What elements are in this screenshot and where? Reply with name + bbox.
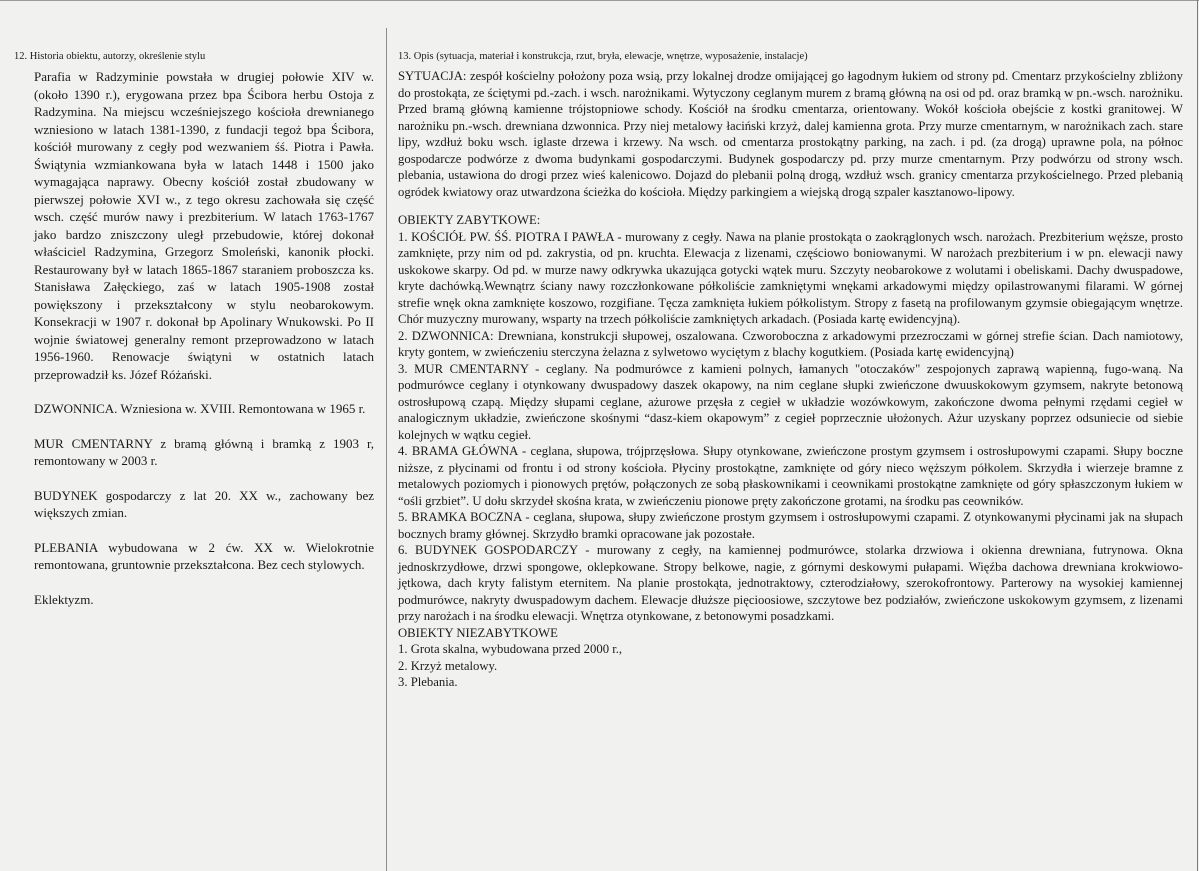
- heritage-item-cemetery-wall: 3. MUR CMENTARNY - ceglany. Na podmurówce z kamieni polnych, łamanych "otoczaków" zespojonych zaprawą wapienną, fugo-waną. Na podmurówce ceglany i otynkowany dwuspadowy daszek okapowy, na nim ceglane słupki zwieńczone dwuuskokowym gzymsem, nakryte betonową ostrosłupową czapą. Między słupami ceglane, ażurowe przęsła z cegieł w układzie wozówkowym, zakończone dwoma pełnymi rzędami cegieł w analogicznym układzie, zwieńczone skośnymi “dasz-kiem okapowym” z cegieł poprzecznie ułożonych. Ażur uzyskany poprzez odsuniecie od siebie kolejnych w wątku cegieł.: [398, 361, 1183, 442]
- heritage-item-farm-building: 6. BUDYNEK GOSPODARCZY - murowany z cegły, na kamiennej podmurówce, stolarka drzwiowa i okienna drewniana, futrynowa. Okna jednoskrzydłowe, drzwi spongowe, oklepkowane. Stropy belkowe, nagie, z górnymi deskowymi pułapami. Więźba dachowa drewniana krokwiowo-jętkowa, dach kryty falistym eternitem. Na planie prostokąta, jednotraktowy, czterodziałowy, szerokofrontowy. Parterowy na wysokiej kamiennej podmurówce, nakryty dwuspadowym dachem. Elewacje dłuższe pięcioosiowe, szczytowe bez podziałów, zwieńczone uskokowym gzymsem, z lizenami przy narożach i na środku elewacji. Wnętrza otynkowane, z betonowymi posadzkami.: [398, 543, 1183, 623]
- non-heritage-heading: OBIEKTY NIEZABYTKOWE: [398, 625, 558, 640]
- heritage-item-side-gate: 5. BRAMKA BOCZNA - ceglana, słupowa, słupy zwieńczone prostym gzymsem i ostrosłupowymi czapami. Z otynkowanymi płycinami jak na słupach bocznych bramy głównej. Skrzydło bramki opracowane jak pozostałe.: [398, 510, 1183, 541]
- history-paragraph-belfry: DZWONNICA. Wzniesiona w. XVIII. Remontowana w 1965 r.: [34, 401, 366, 416]
- frame-top-border: [0, 0, 1199, 1]
- history-paragraph-parish: Parafia w Radzyminie powstała w drugiej połowie XIV w. (około 1390 r.), erygowana przez bpa Ścibora herbu Ostoja z Radzymina. Na miejscu wcześniejszego kościoła drewnianego wzniesiono w latach 1381-1390, z fundacji tegoż bpa Ścibora, kościół murowany z cegły pod wezwaniem śś. Piotra i Pawła. Świątynia wzmiankowana była w latach 1448 i 1500 jako wymagająca naprawy. Obecny kościół został zbudowany w pierwszej połowie XVI w., z tego okresu zachowała się część wsch. część murów nawy i prezbiterium. W latach 1763-1767 jako bardzo zniszczony uległ przebudowie, której dokonał właściciel Radzymina, Grzegorz Smoleński, kanonik płocki. Restaurowany był w latach 1865-1867 staraniem proboszcza ks. Stanisława Załęckiego, zaś w latach 1905-1908 został powiększony i przekształcony w stylu neobarokowym. Konsekracji w 1907 r. dokonał bp Apolinary Wnukowski. Po II wojnie światowej generalny remont przeprowadzono w latach 1956-1960. Renowacje świątyni w ostatnich latach przeprowadził ks. Józef Różański.: [34, 69, 374, 382]
- section-gap: [398, 200, 1183, 212]
- history-paragraph-wall: MUR CMENTARNY z bramą główną i bramką z 1903 r, remontowany w 2003 r.: [34, 435, 374, 468]
- situation-paragraph: SYTUACJA: zespół kościelny położony poza wsią, przy lokalnej drodze omijającej go łagodnym łukiem od strony pd. Cmentarz przykościelny zbliżony do prostokąta, ze ściętymi pd.-zach. i wsch. narożnikami. Wytyczony ceglanym murem z bramą główną na osi od pd. oraz bramką w pn.-wsch. narożniku. Przed bramą główną kamienne trójstopniowe schody. Kościół na środku cmentarza, orientowany. Wokół kościoła obejście z kostki granitowej. W narożniku pn.-wsch. drewniana dzwonnica. Przy niej metalowy łaciński krzyż, dalej kamienna grota. Przy murze cmentarnym, w narożnikach zach. stare lipy, wzdłuż boku wsch. iglaste drzewa i krzewy. Na wsch. od cmentarza prostokątny parking, na zach. i pd. (za drogą) uprawne pola, na północ gospodarcze podwórze z dwoma budynkami gospodarczymi. Budynek gospodarczy pd. przy murze cmentarnym. Przy podwórzu od strony wsch. plebania, ustawiona do drogi przez wieś kalenicowo. Dojazd do plebanii polną drogą, wzdłuż wsch. granicy cmentarza przykościelnego. Przed plebanią ogródek kwiatowy oraz utwardzona ścieżka do kościoła. Między parkingiem a wiejską drogą szpaler kasztanowo-lipowy.: [398, 69, 1183, 199]
- non-heritage-item: 3. Plebania.: [398, 675, 458, 689]
- heritage-item-belfry: 2. DZWONNICA: Drewniana, konstrukcji słupowej, oszalowana. Czworoboczna z arkadowymi przezroczami w górnej strefie ścian. Dach namiotowy, kryty gontem, w zwieńczeniu sterczyna żelazna z sylwetowo wyciętym z blachy kogutkiem. (Posiada kartę ewidencyjną): [398, 328, 1183, 359]
- heritage-item-church: 1. KOŚCIÓŁ PW. ŚŚ. PIOTRA I PAWŁA - murowany z cegły. Nawa na planie prostokąta o zaokrąglonych wsch. narożach. Prezbiterium węższe, prosto zamknięte, przy nim od pd. zakrystia, od pn. kruchta. Elewacja z lizenami, częściowo boniowanymi. W narożach prezbiterium i w pn. elewacji nawy uskokowe skarpy. Od pd. w murze nawy odkrywka ukazująca gotycki wątek muru. Szczyty neobarokowe z wolutami i obeliskami. Dachy dwuspadowe, kryte dachówką.Wewnątrz ściany nawy rozczłonkowane półkoliście zamkniętymi wnękami arkadowymi między opilastrowanymi filarami. W górnej strefie wnęk okna zamknięte koszowo, rozgifiane. Tęcza zamknięta łukiem półkolistym. Stropy z fasetą na profilowanym gzymsie obiegającym wnętrze. Chór muzyczny murowany, wsparty na trzech półkoliście zamkniętych arkadach. (Posiada kartę ewidencyjną).: [398, 229, 1183, 326]
- heritage-objects-heading: OBIEKTY ZABYTKOWE:: [398, 213, 541, 227]
- non-heritage-item: 2. Krzyż metalowy.: [398, 658, 498, 673]
- non-heritage-item: 1. Grota skalna, wybudowana przed 2000 r.,: [398, 642, 623, 656]
- frame-right-border: [1197, 0, 1198, 871]
- description-heading: 13. Opis (sytuacja, materiał i konstrukcja, rzut, bryła, elewacje, wnętrze, wyposażenie, instalacje): [398, 51, 808, 62]
- history-paragraph-farm-building: BUDYNEK gospodarczy z lat 20. XX w., zachowany bez większych zmian.: [34, 487, 374, 520]
- history-column: [14, 50, 374, 625]
- history-heading: 12. Historia obiektu, autorzy, określenie stylu: [14, 51, 206, 62]
- heritage-item-main-gate: 4. BRAMA GŁÓWNA - ceglana, słupowa, trójprzęsłowa. Słupy otynkowane, zwieńczone prostym gzymsem i ostrosłupowymi czapami. Słupy boczne niższe, z płycinami od frontu i od strony kościoła. Płyciny prostokątne, zamknięte od góry nieco węższym półkolem. Skrzydła i wierzeje bramne z metalowych poziomych i pionowych prętów, połączonych ze sobą płaskownikami i ceownikami prostokątne zamknięte od góry spłaszczonym łukiem w “ośli grzbiet”. U dołu skrzydeł skośna krata, w zwieńczeniu pionowe pręty zakończone grotami, na środku pas ceowników.: [398, 444, 1183, 508]
- history-paragraph-rectory: PLEBANIA wybudowana w 2 ćw. XX w. Wielokrotnie remontowana, gruntownie przekształcona. Bez cech stylowych.: [34, 539, 374, 572]
- column-divider: [386, 28, 387, 871]
- history-paragraph-style: Eklektyzm.: [34, 591, 94, 607]
- description-text: [398, 68, 1183, 691]
- history-text: [14, 68, 374, 608]
- description-column: [398, 50, 1183, 691]
